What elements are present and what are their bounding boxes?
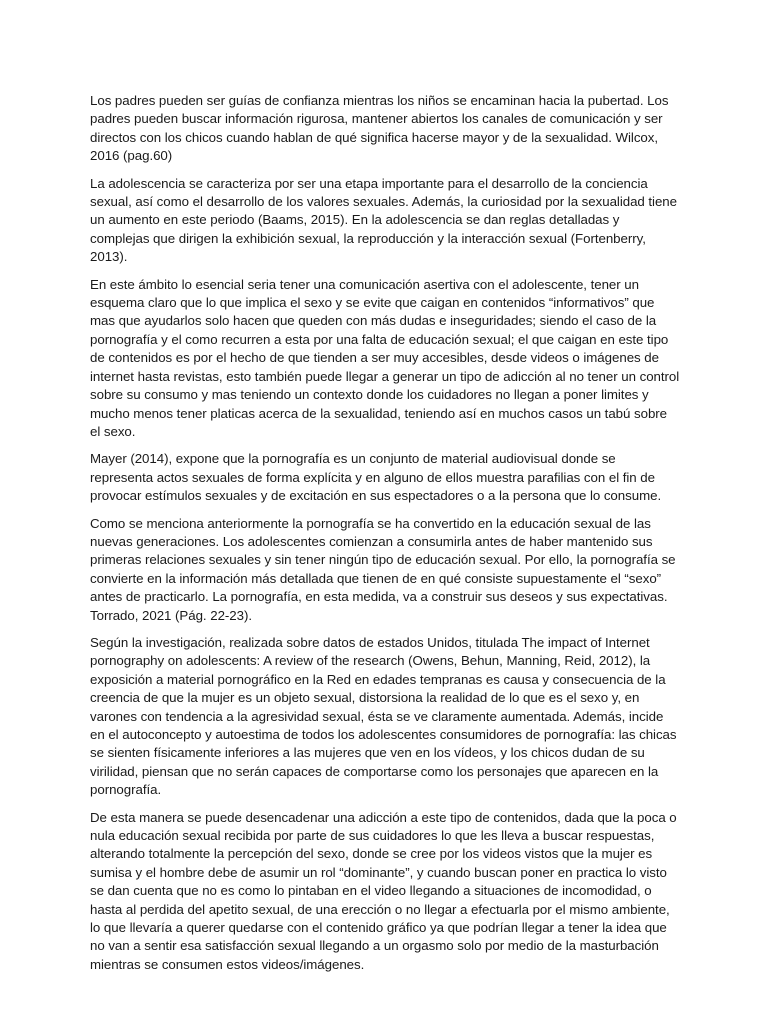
- paragraph-7: De esta manera se puede desencadenar una adicción a este tipo de contenidos, dada que la poca o nula educación sexual recibida por parte de sus cuidadores lo que les lleva a buscar respuestas, alterando totalmente la percepción del sexo, donde se cree por los videos vistos que la mujer es sumisa y el hombre debe de asumir un rol “dominante”, y cuando buscan poner en practica lo visto se dan cuenta que no es como lo pintaban en el video llegando a situaciones de incomodidad, o hasta al perdida del apetito sexual, de una erección o no llegar a efectuarla por el mismo ambiente, lo que llevaría a querer quedarse con el contenido gráfico ya que podrían llegar a tener la idea que no van a sentir esa satisfacción sexual llegando a un orgasmo solo por medio de la masturbación mientras se consumen estos videos/imágenes.: [90, 809, 677, 972]
- paragraph-1: Los padres pueden ser guías de confianza mientras los niños se encaminan hacia la pubertad. Los padres pueden buscar información rigurosa, mantener abiertos los canales de comunicación y ser directos con los chicos cuando hablan de qué significa hacerse mayor y de la sexualidad. Wilcox, 2016 (pag.60): [90, 93, 669, 164]
- paragraph-3: En este ámbito lo esencial seria tener una comunicación asertiva con el adolescente, tener un esquema claro que lo que implica el sexo y se evite que caigan en contenidos “informativos” que mas que ayudarlos solo hacen que queden con más dudas e inseguridades; siendo el caso de la pornografía y el como recurren a esta por una falta de educación sexual; el que caigan en este tipo de contenidos es por el hecho de que tienden a ser muy accesibles, desde videos o imágenes de internet hasta revistas, esto también puede llegar a generar un tipo de adicción al no tener un control sobre su consumo y mas teniendo un contexto donde los cuidadores no llegan a poner limites y mucho menos tener platicas acerca de la sexualidad, teniendo así en muchos casos un tabú sobre el sexo.: [90, 276, 680, 439]
- paragraph-6: Según la investigación, realizada sobre datos de estados Unidos, titulada The impact of Internet pornography on adolescents: A review of the research (Owens, Behun, Manning, Reid, 2012), la exposición a material pornográfico en la Red en edades tempranas es causa y consecuencia de la creencia de que la mujer es un objeto sexual, distorsiona la realidad de lo que es el sexo y, en varones con tendencia a la agresividad sexual, ésta se ve claramente aumentada. Además, incide en el autoconcepto y autoestima de todos los adolescentes consumidores de pornografía: las chicas se sienten físicamente inferiores a las mujeres que ven en los vídeos, y los chicos dudan de su virilidad, piensan que no serán capaces de comportarse como los personajes que aparecen en la pornografía.: [90, 634, 677, 798]
- paragraph-4: Mayer (2014), expone que la pornografía es un conjunto de material audiovisual donde se representa actos sexuales de forma explícita y en alguno de ellos muestra parafilias con el fin de provocar estímulos sexuales y de excitación en sus espectadores o a la persona que lo consume.: [90, 451, 662, 504]
- paragraph-5: Como se menciona anteriormente la pornografía se ha convertido en la educación sexual de las nuevas generaciones. Los adolescentes comienzan a consumirla antes de haber mantenido sus primeras relaciones sexuales y sin tener ningún tipo de educación sexual. Por ello, la pornografía se convierte en la información más detallada que tienen de en qué consiste supuestamente el “sexo” antes de practicarlo. La pornografía, en esta medida, va a construir sus deseos y sus expectativas. Torrado, 2021 (Pág. 22-23).: [90, 515, 676, 623]
- paragraph-2: La adolescencia se caracteriza por ser una etapa importante para el desarrollo de la conciencia sexual, así como el desarrollo de los valores sexuales. Además, la curiosidad por la sexualidad tiene un aumento en este periodo (Baams, 2015). En la adolescencia se dan reglas detalladas y complejas que dirigen la exhibición sexual, la reproducción y la interacción sexual (Fortenberry, 2013).: [90, 175, 677, 265]
- document-body: [90, 92, 680, 983]
